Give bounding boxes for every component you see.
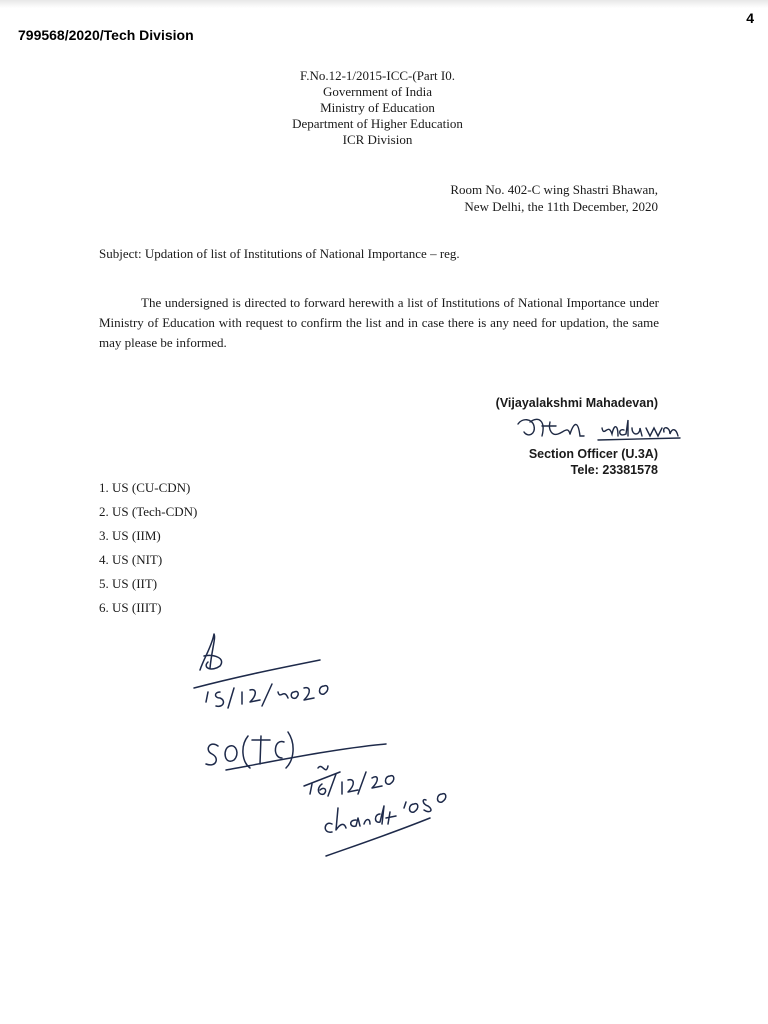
page-number: 4 (746, 10, 754, 26)
address-block (450, 181, 658, 215)
signatory-name-text: (Vijayalakshmi Mahadevan) (495, 396, 658, 410)
page-edge-shadow (0, 0, 768, 8)
signatory-telephone: Tele: 23381578 (570, 463, 658, 477)
address-line: Room No. 402-C wing Shastri Bhawan, (450, 182, 658, 197)
handwritten-annotations (190, 628, 460, 868)
signatory-designation: Section Officer (U.3A) (528, 447, 658, 461)
list-item: 5. US (IIT) (99, 576, 158, 591)
letterhead-line: Government of India (322, 84, 433, 99)
signature-image (512, 412, 682, 448)
letterhead (250, 68, 505, 148)
file-stamp-id: 799568/2020/Tech Division (18, 27, 194, 43)
signatory-designation-block (529, 446, 658, 478)
letterhead-line: ICR Division (342, 132, 413, 147)
file-number: F.No.12-1/2015-ICC-(Part I0. (300, 68, 455, 83)
list-item: 4. US (NIT) (99, 552, 163, 567)
body-paragraph: The undersigned is directed to forward herewith a list of Institutions of National Importance under Ministry of Education with request to confirm the list and in case there is any need for updation, the same may please be informed. (99, 295, 659, 350)
list-item: 2. US (Tech-CDN) (99, 504, 198, 519)
date-line: New Delhi, the 11th December, 2020 (464, 199, 658, 214)
list-item: 1. US (CU-CDN) (99, 480, 191, 495)
letterhead-line: Ministry of Education (320, 100, 435, 115)
list-item: 6. US (IIIT) (99, 600, 162, 615)
signatory-name (496, 396, 658, 410)
letterhead-line: Department of Higher Education (292, 116, 463, 131)
list-item: 3. US (IIM) (99, 528, 161, 543)
subject-line: Subject: Updation of list of Institutions of National Importance – reg. (99, 246, 460, 261)
copy-to-list (99, 476, 197, 620)
